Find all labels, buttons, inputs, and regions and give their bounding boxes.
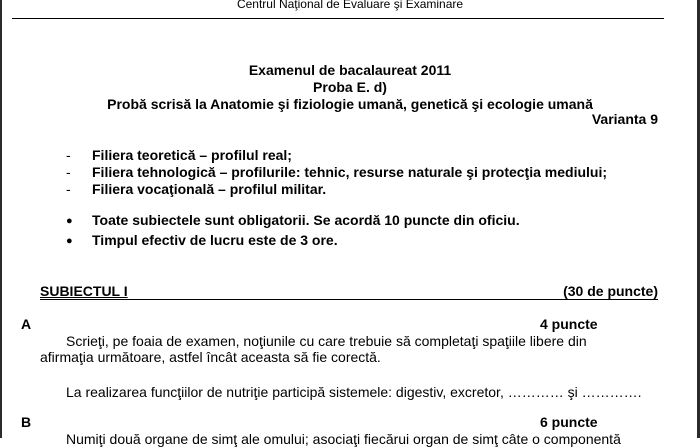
item-text: Numiţi două organe de simţ ale omului; asociaţi fiecărui organ de simţ câte o componentă: [66, 431, 621, 447]
exam-variant: Varianta 9: [591, 111, 658, 127]
section-points: (30 de puncte): [563, 283, 658, 299]
list-item: Filiera vocaţională – profilul militar.: [92, 181, 327, 197]
item-statement: La realizarea funcţiilor de nutriţie participă sistemele: digestiv, excretor, ………… şi ………….: [66, 384, 642, 400]
list-item: Filiera teoretică – profilul real;: [92, 147, 292, 163]
bullet-icon: ●: [66, 215, 73, 227]
section-underline: [40, 299, 658, 300]
item-text: afirmaţia următoare, astfel încât aceasta să fie corectă.: [40, 349, 381, 365]
item-letter: A: [21, 316, 32, 332]
exam-title: Examenul de bacalaureat 2011: [248, 62, 452, 78]
header-divider: [12, 18, 664, 19]
item-text: Scrieţi, pe foaia de examen, noţiunile cu care trebuie să completaţi spaţiile libere din: [66, 333, 587, 349]
item-points: 4 puncte: [540, 316, 598, 332]
item-letter: B: [21, 414, 32, 430]
exam-proba: Proba E. d): [313, 79, 387, 95]
bullet-icon: ●: [66, 235, 73, 247]
section-title: SUBIECTUL I: [40, 283, 128, 299]
item-points: 6 puncte: [540, 414, 598, 430]
exam-subject: Probă scrisă la Anatomie şi fiziologie umană, genetică şi ecologie umană: [107, 96, 593, 112]
list-marker: -: [66, 147, 71, 163]
list-item: Toate subiectele sunt obligatorii. Se acordă 10 puncte din oficiu.: [92, 212, 520, 228]
list-marker: -: [66, 181, 71, 197]
list-item: Filiera tehnologică – profilurile: tehnic, resurse naturale şi protecţia mediului;: [92, 164, 608, 180]
list-item: Timpul efectiv de lucru este de 3 ore.: [92, 232, 338, 248]
list-marker: -: [66, 164, 71, 180]
header-institution: Centrul Naţional de Evaluare şi Examinare: [236, 0, 464, 11]
